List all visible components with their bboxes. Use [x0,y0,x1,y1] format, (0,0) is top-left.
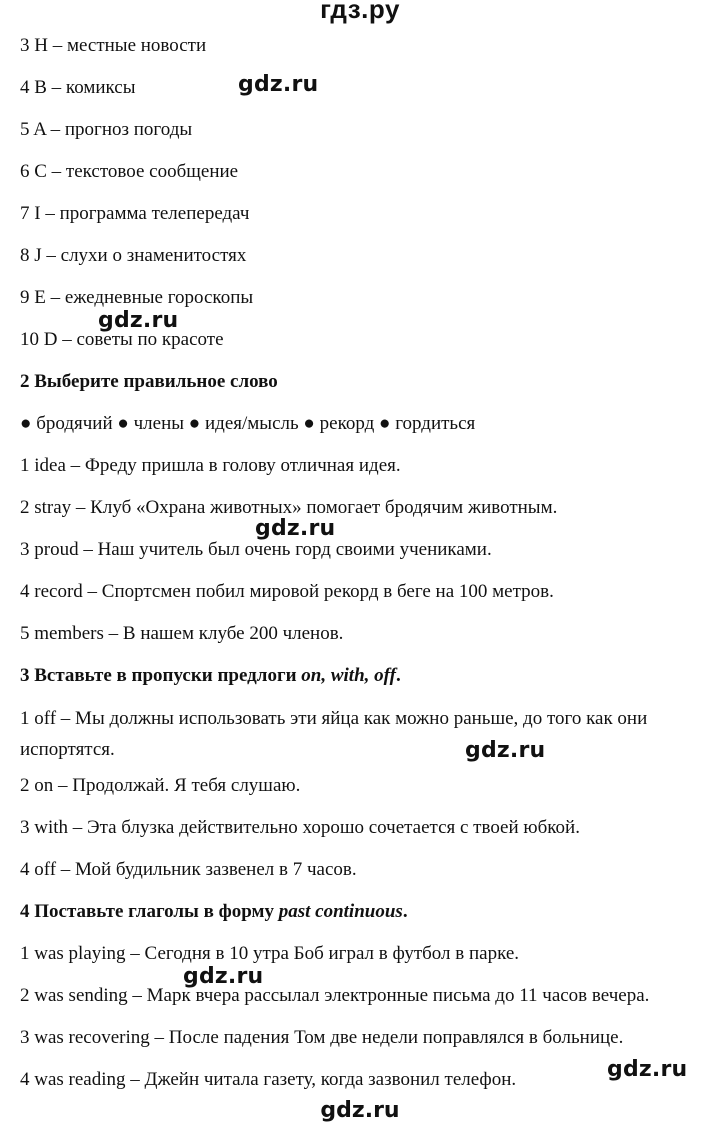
watermark: gdz.ru [98,308,179,333]
answer-line: 3 was recovering – После падения Том две недели поправлялся в больнице. [20,1027,624,1048]
heading-suffix: . [395,665,401,686]
answer-line: 3 with – Эта блузка действительно хорошо сочетается с твоей юбкой. [20,817,580,838]
section-heading [20,660,710,692]
section-heading: 2 Выберите правильное слово [20,371,278,392]
answer-line: 6 C – текстовое сообщение [20,161,239,182]
answer-line: 7 I – программа телепередач [20,203,250,224]
answer-line: 2 stray – Клуб «Охрана животных» помогает бродячим животным. [20,497,558,518]
word-bank: ● бродячий ● члены ● идея/мысль ● рекорд ● гордиться [20,413,476,434]
answer-line: 3 H – местные новости [20,35,207,56]
heading-emphasis: on, with, off [301,665,396,686]
answer-line: 4 B – комиксы [20,77,136,98]
watermark: gdz.ru [238,72,319,97]
heading-text: 3 Вставьте в пропуски предлоги [20,665,302,686]
site-footer: gdz.ru [320,1098,400,1123]
watermark: gdz.ru [255,516,336,541]
answer-line: 3 proud – Наш учитель был очень горд своими учениками. [20,539,492,560]
answer-line: 2 on – Продолжай. Я тебя слушаю. [20,775,301,796]
answer-line: 4 off – Мой будильник зазвенел в 7 часов. [20,859,357,880]
watermark: gdz.ru [183,964,264,989]
answer-line: 9 E – ежедневные гороскопы [20,287,254,308]
answer-line: 2 was sending – Марк вчера рассылал электронные письма до 11 часов вечера. [20,985,650,1006]
site-header: гдз.ру [320,0,400,24]
watermark: gdz.ru [465,738,546,763]
section-heading [20,896,710,928]
answer-line: 1 off – Мы должны использовать эти яйца как можно раньше, до того как они испортятся. [20,708,648,760]
answer-line: 1 idea – Фреду пришла в голову отличная идея. [20,455,401,476]
answer-line: 8 J – слухи о знаменитостях [20,245,247,266]
watermark: gdz.ru [607,1057,688,1082]
heading-text: 4 Поставьте глаголы в форму [20,901,279,922]
answer-line: 5 members – В нашем клубе 200 членов. [20,623,344,644]
answer-line: 10 D – советы по красоте [20,329,224,350]
answer-line: 4 record – Спортсмен побил мировой рекорд в беге на 100 метров. [20,581,554,602]
answer-line: 1 was playing – Сегодня в 10 утра Боб играл в футбол в парке. [20,943,520,964]
answer-line: 4 was reading – Джейн читала газету, когда зазвонил телефон. [20,1069,517,1090]
answer-line: 5 A – прогноз погоды [20,119,193,140]
heading-suffix: . [402,901,408,922]
heading-emphasis: past continuous [278,901,403,922]
